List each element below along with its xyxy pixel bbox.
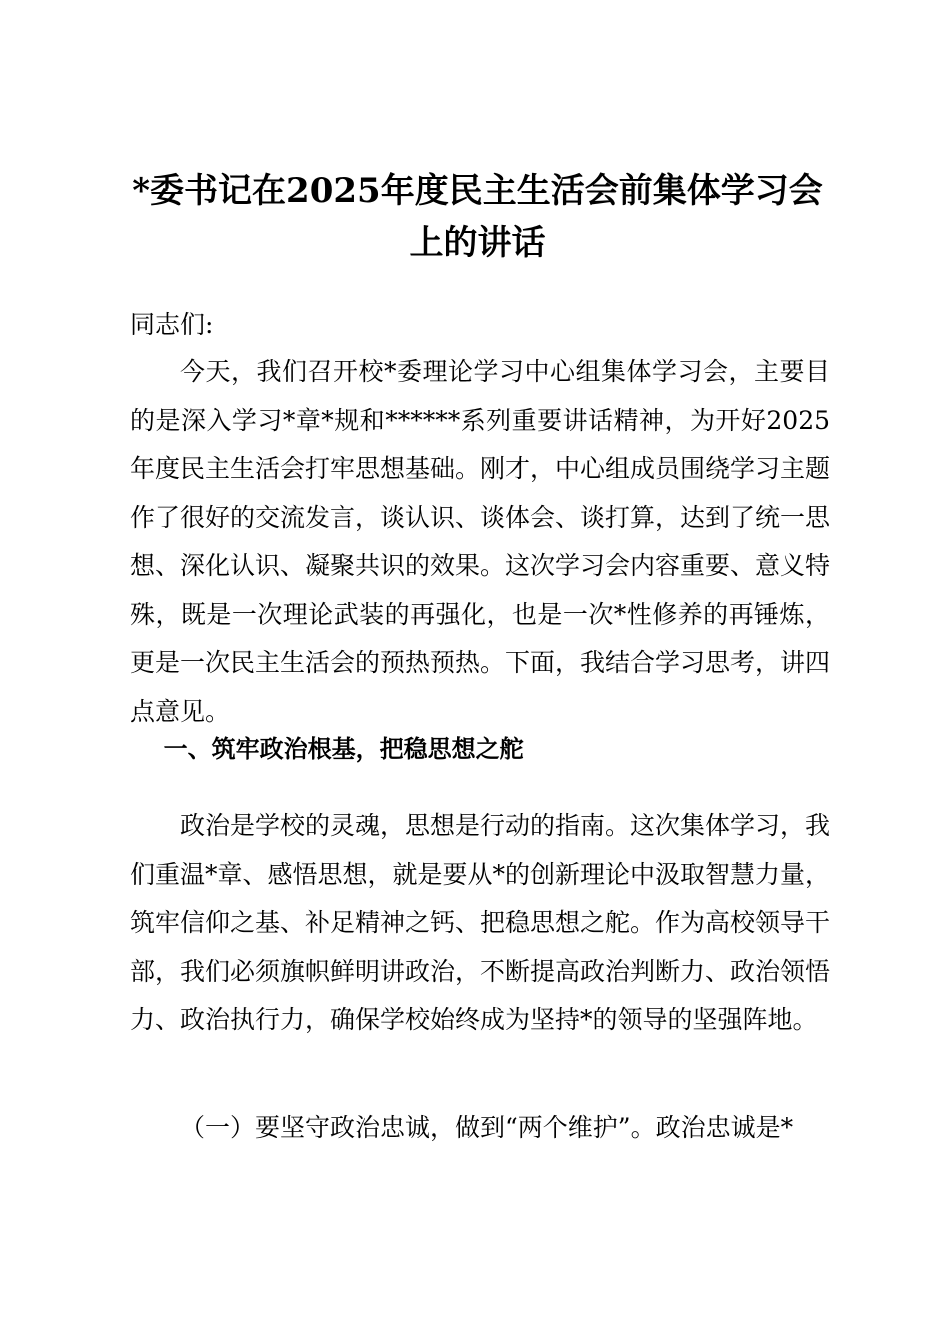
paragraph-section-1: 政治是学校的灵魂，思想是行动的指南。这次集体学习，我们重温*章、感悟思想，就是要从*的创新理论中汲取智慧力量，筑牢信仰之基、补足精神之钙、把稳思想之舵。作为高校领导干部，我们必须旗帜鲜明讲政治，不断提高政治判断力、政治领悟力、政治执行力，确保学校始终成为坚持*的领导的坚强阵地。 bbox=[130, 811, 831, 1034]
paragraph-intro: 今天，我们召开校*委理论学习中心组集体学习会，主要目的是深入学习*章*规和******系列重要讲话精神，为开好2025年度民主生活会打牢思想基础。刚才，中心组成员围绕学习主题作了很好的交流发言，谈认识、谈体会、谈打算，达到了统一思想、深化认识、凝聚共识的效果。这次学习会内容重要、意义特殊，既是一次理论武装的再强化，也是一次*性修养的再锤炼，更是一次民主生活会的预热预热。下面，我结合学习思考，讲四点意见。 bbox=[130, 357, 831, 726]
salutation: 同志们: bbox=[130, 310, 214, 339]
paragraph-subsection-1: （一）要坚守政治忠诚，做到“两个维护”。政治忠诚是* bbox=[180, 1113, 794, 1142]
section-heading-1: 一、筑牢政治根基，把稳思想之舵 bbox=[163, 735, 524, 763]
document-title: *委书记在2025年度民主生活会前集体学习会上的讲话 bbox=[132, 171, 823, 263]
